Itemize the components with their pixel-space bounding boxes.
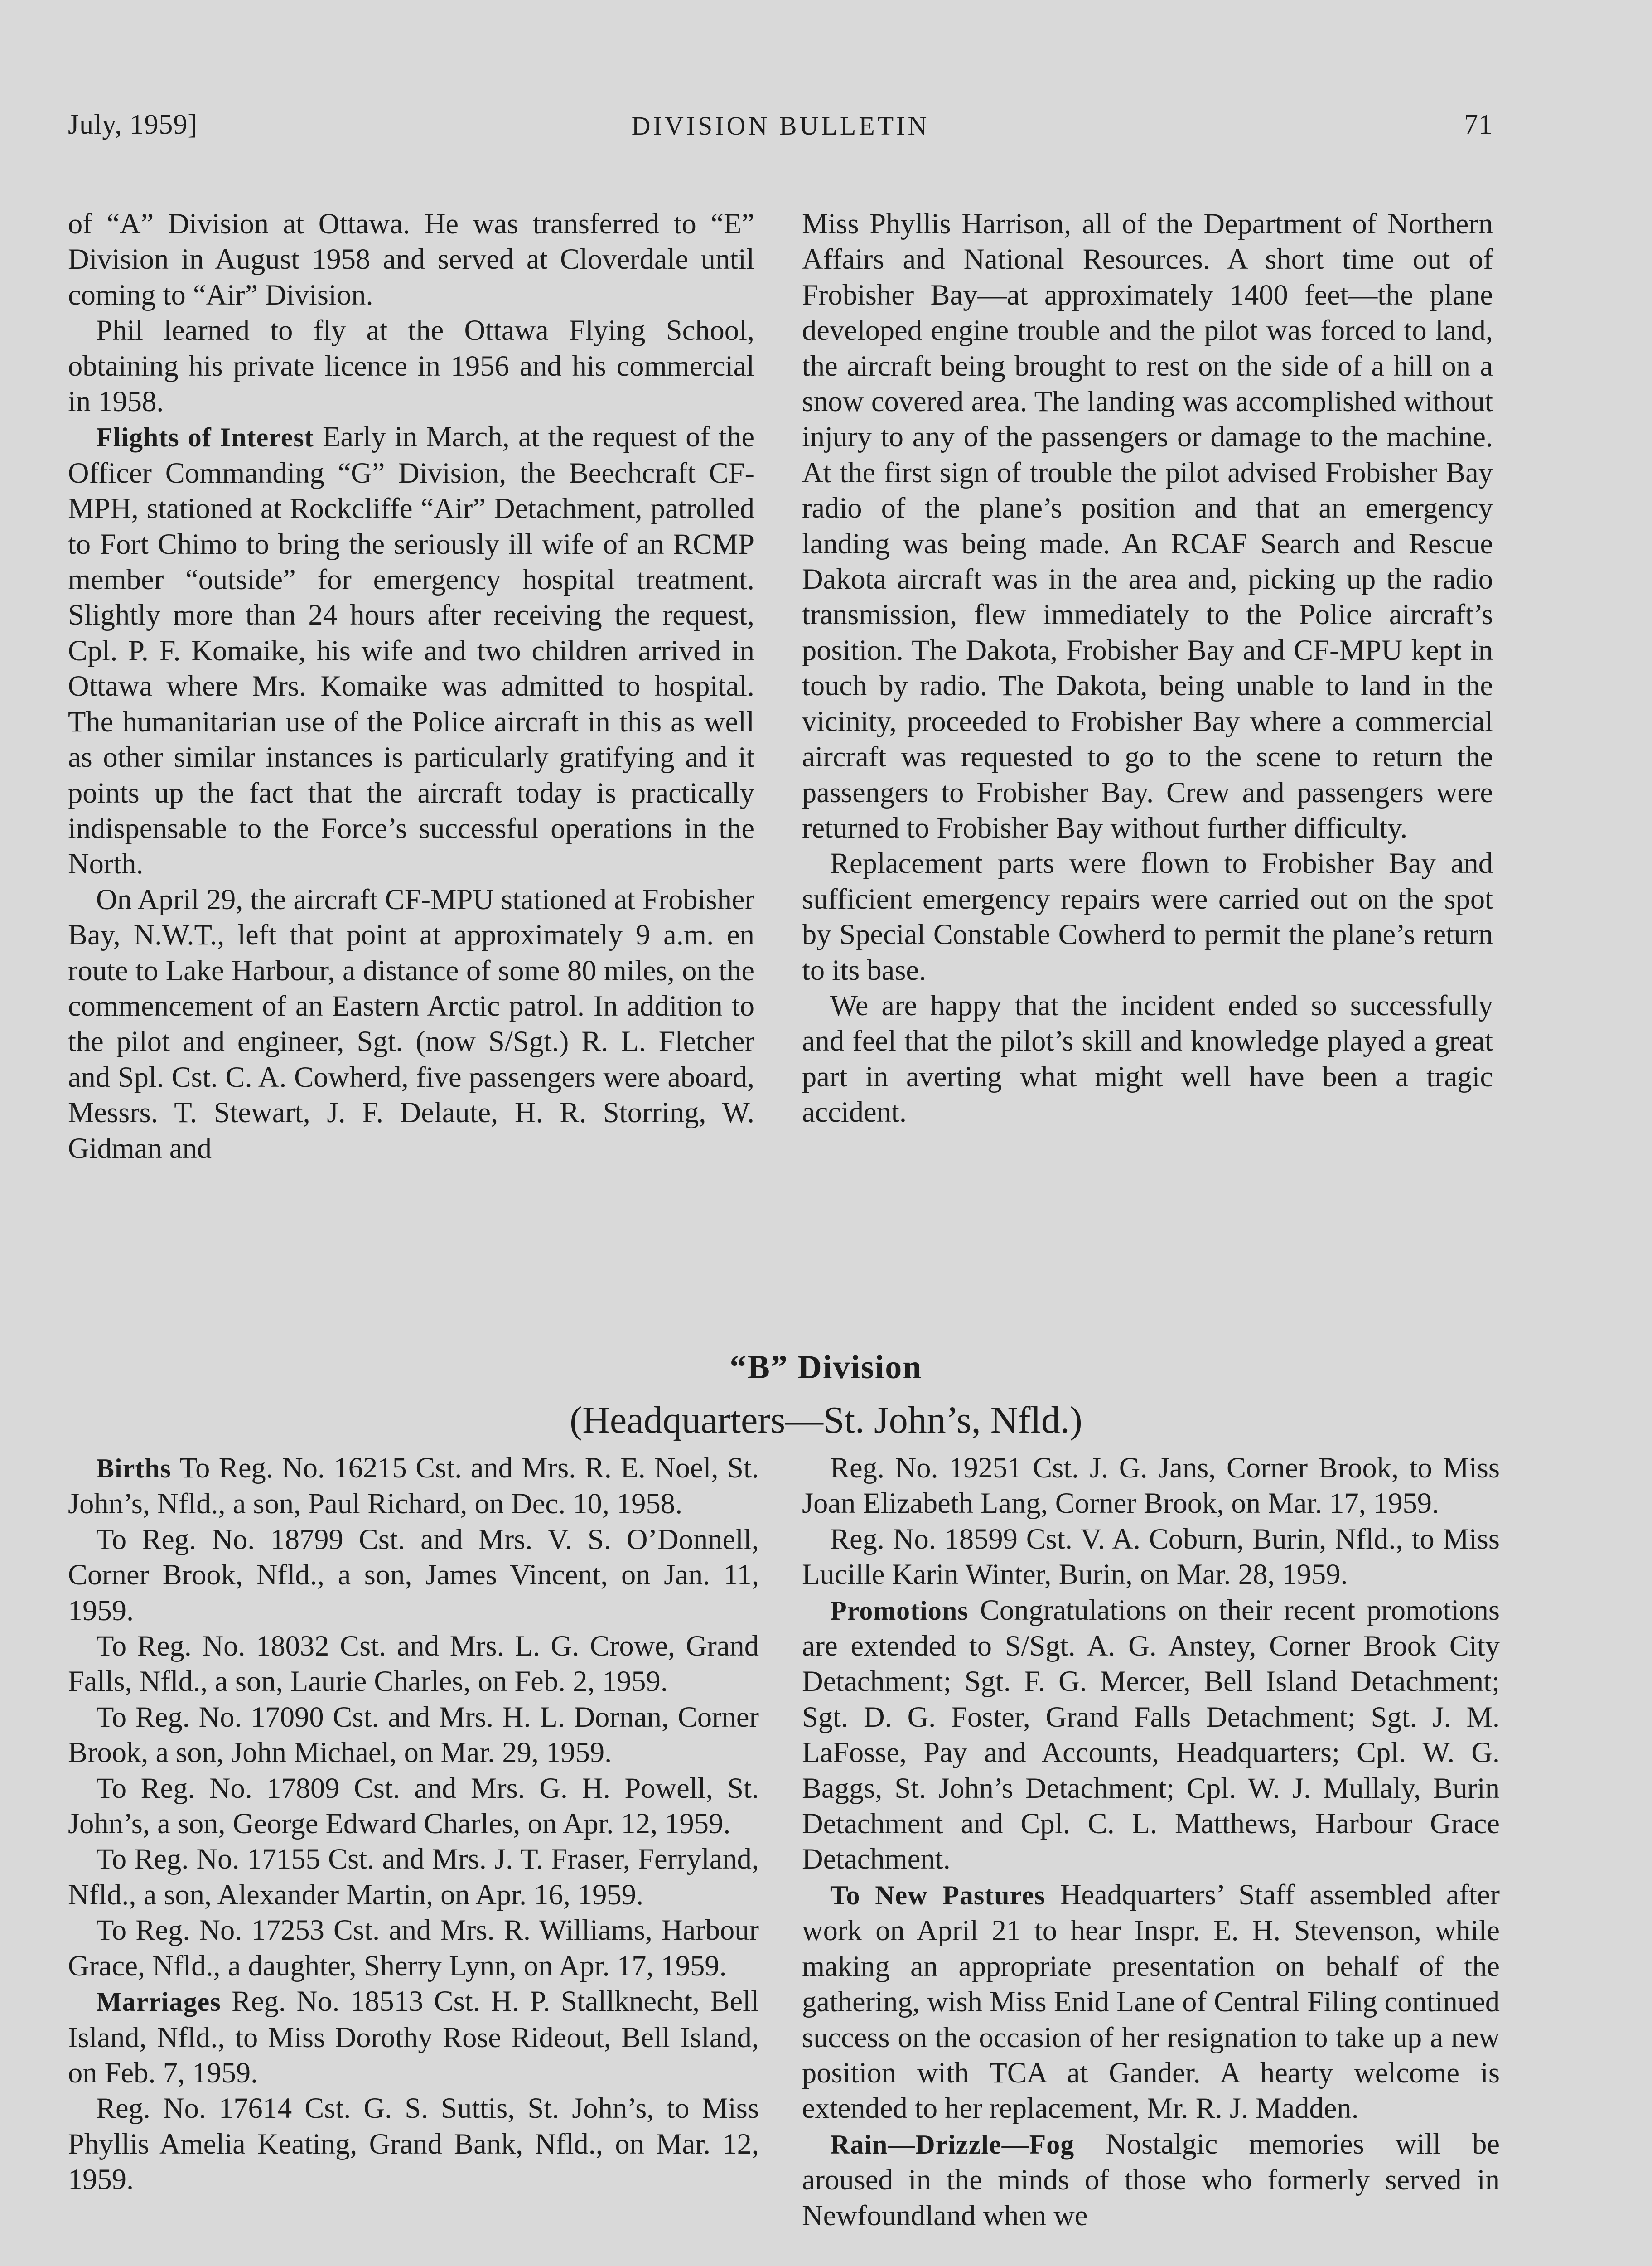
marriages-entry: Reg. No. 17614 Cst. G. S. Suttis, St. John’s, to Miss Phyllis Amelia Keating, Grand Bank, Nfld., on Mar. 12, 1959. <box>68 2092 759 2196</box>
births-entry: To Reg. No. 17155 Cst. and Mrs. J. T. Fraser, Ferryland, Nfld., a son, Alexander Martin, on Apr. 16, 1959. <box>68 1843 759 1911</box>
rain-paragraph <box>802 2126 1500 2233</box>
paragraph: Replacement parts were flown to Frobisher Bay and sufficient emergency repairs were carried out on the spot by Special Constable Cowherd to permit the plane’s return to its base. <box>802 847 1493 986</box>
paragraph: Miss Phyllis Harrison, all of the Department of Northern Affairs and National Resources. A short time out of Frobisher Bay—at approximately 1400 feet—the plane developed engine trouble and the pilot was forced to land, the aircraft being brought to rest on the side of a hill on a snow covered area. The landing was accomplished without injury to any of the passengers or damage to the machine. At the first sign of trouble the pilot advised Frobisher Bay radio of the plane’s position and that an emergency landing was being made. An RCAF Search and Rescue Dakota aircraft was in the area and, picking up the radio transmission, flew immediately to the Police aircraft’s position. The Dakota, Frobisher Bay and CF-MPU kept in touch by radio. The Dakota, being unable to land in the vicinity, proceeded to Frobisher Bay where a commercial aircraft was requested to go to the scene to return the passengers to Frobisher Bay. Crew and passengers were returned to Frobisher Bay without further difficulty. <box>802 208 1493 844</box>
column-top-right <box>802 206 1493 1130</box>
marriages-entry <box>68 1984 759 2091</box>
column-top-left <box>68 206 754 1166</box>
paragraph: We are happy that the incident ended so successfully and feel that the pilot’s skill and knowledge played a great part in averting what might well have been a tragic accident. <box>802 989 1493 1128</box>
paragraph: On April 29, the aircraft CF-MPU stationed at Frobisher Bay, N.W.T., left that point at approximately 9 a.m. en route to Lake Harbour, a distance of some 80 miles, on the commencement of an Eastern Arctic patrol. In addition to the pilot and engineer, Sgt. (now S/Sgt.) R. L. Fletcher and Spl. Cst. C. A. Cowherd, five passengers were aboard, Messrs. T. Stewart, J. F. Delaute, H. R. Storring, W. Gidman and <box>68 883 754 1164</box>
section-lead-marriages: Marriages <box>96 1987 221 2017</box>
section-lead-promotions: Promotions <box>830 1595 969 1626</box>
section-lead-births: Births <box>96 1453 172 1483</box>
pastures-paragraph <box>802 1877 1500 2126</box>
births-entry: To Reg. No. 18032 Cst. and Mrs. L. G. Crowe, Grand Falls, Nfld., a son, Laurie Charles, on Feb. 2, 1959. <box>68 1630 759 1698</box>
paragraph-text: Early in March, at the request of the Officer Commanding “G” Division, the Beechcraft CF-MPH, stationed at Rockcliffe “Air” Detachment, patrolled to Fort Chimo to bring the seriously ill wife of an RCMP member “outside” for emergency hospital treatment. Slightly more than 24 hours after receiving the request, Cpl. P. F. Komaike, his wife and two children arrived in Ottawa where Mrs. Komaike was admitted to hospital. The humanitarian use of the Police aircraft in this as well as other similar instances is particularly gratifying and it points up the fact that the aircraft today is practically indispensable to the Force’s successful operations in the North. <box>68 421 754 880</box>
page-header <box>68 109 1493 159</box>
column-bottom-left <box>68 1450 759 2198</box>
paragraph: Phil learned to fly at the Ottawa Flying School, obtaining his private licence in 1956 and his commercial in 1958. <box>68 314 754 418</box>
paragraph-text: Nostalgic memories will be aroused in the minds of those who formerly served in Newfoundland when we <box>802 2127 1500 2232</box>
births-entry: To Reg. No. 17253 Cst. and Mrs. R. Williams, Harbour Grace, Nfld., a daughter, Sherry Lynn, on Apr. 17, 1959. <box>68 1914 759 1982</box>
marriages-entry: Reg. No. 18599 Cst. V. A. Coburn, Burin, Nfld., to Miss Lucille Karin Winter, Burin, on Mar. 28, 1959. <box>802 1522 1500 1591</box>
issue-date: July, 1959] <box>68 109 198 140</box>
publication-title: DIVISION BULLETIN <box>631 111 930 140</box>
paragraph-text: To Reg. No. 16215 Cst. and Mrs. R. E. Noel, St. John’s, Nfld., a son, Paul Richard, on Dec. 10, 1958. <box>68 1452 759 1520</box>
section-lead-flights: Flights of Interest <box>96 422 314 453</box>
section-lead-rain: Rain—Drizzle—Fog <box>830 2129 1075 2159</box>
paragraph-text: Congratulations on their recent promotions are extended to S/Sgt. A. G. Anstey, Corner Brook City Detachment; Sgt. F. G. Mercer, Bell Island Detachment; Sgt. D. G. Foster, Grand Falls Detachment; Sgt. J. M. LaFosse, Pay and Accounts, Headquarters; Cpl. W. G. Baggs, St. John’s Detachment; Cpl. W. J. Mullaly, Burin Detachment and Cpl. C. L. Matthews, Harbour Grace Detachment. <box>802 1593 1500 1875</box>
paragraph-text: Headquarters’ Staff assembled after work on April 21 to hear Inspr. E. H. Stevenson, while making an appropriate presentation on behalf of the gathering, wish Miss Enid Lane of Central Filing continued success on the occasion of her resignation to take up a new position with TCA at Gander. A hearty welcome is extended to her replacement, Mr. R. J. Madden. <box>802 1878 1500 2125</box>
section-lead-pastures: To New Pastures <box>830 1880 1046 1910</box>
division-subheading: (Headquarters—St. John’s, Nfld.) <box>570 1399 1082 1441</box>
promotions-paragraph <box>802 1593 1500 1877</box>
births-entry <box>68 1450 759 1522</box>
paragraph-text: Reg. No. 18513 Cst. H. P. Stallknecht, Bell Island, Nfld., to Miss Dorothy Rose Rideout, Bell Island, on Feb. 7, 1959. <box>68 1985 759 2089</box>
births-entry: To Reg. No. 18799 Cst. and Mrs. V. S. O’Donnell, Corner Brook, Nfld., a son, James Vincent, on Jan. 11, 1959. <box>68 1523 759 1627</box>
paragraph: of “A” Division at Ottawa. He was transferred to “E” Division in August 1958 and served at Cloverdale until coming to “Air” Division. <box>68 208 754 311</box>
paragraph-flights <box>68 419 754 881</box>
births-entry: To Reg. No. 17809 Cst. and Mrs. G. H. Powell, St. John’s, a son, George Edward Charles, on Apr. 12, 1959. <box>68 1772 759 1840</box>
division-heading: “B” Division <box>729 1349 923 1386</box>
marriages-entry: Reg. No. 19251 Cst. J. G. Jans, Corner Brook, to Miss Joan Elizabeth Lang, Corner Brook, on Mar. 17, 1959. <box>802 1452 1500 1520</box>
page-number: 71 <box>1464 109 1493 140</box>
births-entry: To Reg. No. 17090 Cst. and Mrs. H. L. Dornan, Corner Brook, a son, John Michael, on Mar. 29, 1959. <box>68 1700 759 1769</box>
column-bottom-right <box>802 1450 1500 2233</box>
